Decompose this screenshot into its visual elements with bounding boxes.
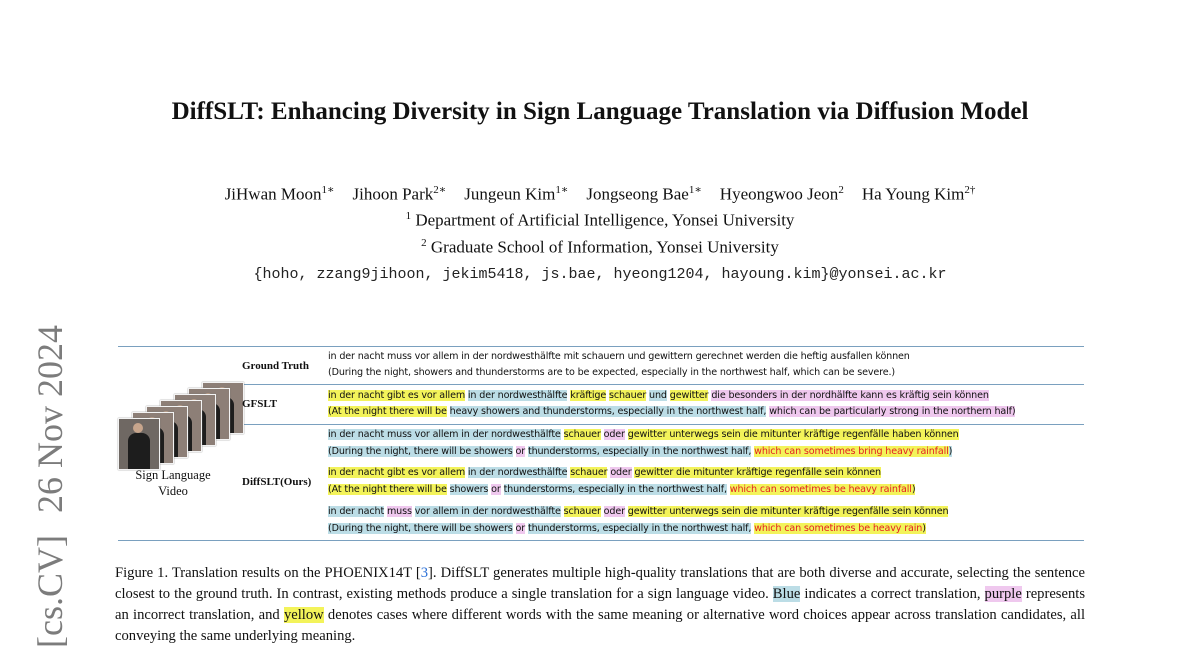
highlight-segment: heavy showers and thunderstorms, especially in the northwest half, <box>449 406 767 417</box>
affiliation-mark: 2 <box>421 237 427 249</box>
diffslt-candidate-2-german <box>328 466 881 479</box>
highlight-segment: oder <box>603 429 625 440</box>
author-name: Jihoon Park <box>352 184 434 204</box>
row-label-gfslt: GFSLT <box>242 398 278 410</box>
highlight-segment: schauer <box>570 467 608 478</box>
highlight-segment: ) <box>911 484 916 495</box>
caption-text: ]. DiffSLT generates multiple high-quality translations that are both diverse and accurate, selecting the sentence closest to the ground truth. In contrast, existing methods produce a single translation for a sign language video. <box>115 565 1086 602</box>
table-rule <box>238 384 1084 385</box>
highlight-segment: (During the night, there will be showers <box>328 446 513 457</box>
highlight-segment: which can sometimes be heavy rain <box>754 523 923 534</box>
highlight-segment: ) <box>922 523 926 534</box>
highlight-segment: which can sometimes be heavy rainfall <box>729 484 912 495</box>
highlight-segment: in der nacht muss vor allem in der nordwesthälfte <box>328 429 561 440</box>
affiliation-2 <box>0 237 1200 258</box>
highlight-segment: or <box>515 446 526 457</box>
author-emails: {hoho, zzang9jihoon, jekim5418, js.bae, hyeong1204, hayoung.kim}@yonsei.ac.kr <box>253 266 947 283</box>
author <box>862 184 976 205</box>
author-name: Jongseong Bae <box>586 184 689 204</box>
author <box>225 183 335 205</box>
table-rule-top <box>118 346 1084 347</box>
diffslt-candidate-3-english <box>328 522 926 535</box>
highlight-segment: in der nacht gibt es vor allem <box>328 467 466 478</box>
arxiv-side-stamp <box>26 288 74 648</box>
arxiv-category: [cs.CV] <box>30 535 70 648</box>
author-mark: 2† <box>964 184 976 196</box>
row-label-ground-truth: Ground Truth <box>242 360 309 372</box>
highlight-segment: thunderstorms, especially in the northwest half, <box>503 484 727 495</box>
author <box>586 183 701 205</box>
caption-text: indicates a correct translation, <box>800 586 985 602</box>
author <box>464 183 568 205</box>
highlight-segment: thunderstorms, especially in the northwest half, <box>527 523 752 534</box>
row-label-diffslt: DiffSLT(Ours) <box>242 476 312 488</box>
highlight-segment: which can sometimes bring heavy rainfall <box>754 446 949 457</box>
highlight-segment: schauer <box>609 390 647 401</box>
author-mark: 1∗ <box>688 184 702 196</box>
paper-title: DiffSLT: Enhancing Diversity in Sign Language Translation via Diffusion Model <box>171 98 1029 125</box>
table-rule <box>238 424 1084 425</box>
highlight-segment: thunderstorms, especially in the northwest half, <box>527 446 752 457</box>
highlight-segment: in der nacht <box>328 506 385 517</box>
author-name: Ha Young Kim <box>861 184 965 204</box>
affiliation-1 <box>0 210 1200 231</box>
author-mark: 2 <box>838 184 844 196</box>
video-label <box>118 467 228 499</box>
highlight-segment: gewitter die mitunter kräftige regenfälle sein können <box>634 467 881 478</box>
author-mark: 1∗ <box>555 184 569 196</box>
figure-1 <box>118 346 1084 542</box>
highlight-segment: (At the night there will be <box>328 484 447 495</box>
sign-language-video-thumbnail <box>118 382 236 472</box>
diffslt-candidate-3-german <box>328 505 948 518</box>
highlight-segment: (During the night, there will be showers <box>328 523 513 534</box>
highlight-segment: und <box>649 390 667 401</box>
arxiv-date: 26 Nov 2024 <box>30 325 70 514</box>
affiliation-text: Graduate School of Information, Yonsei University <box>430 237 779 257</box>
highlight-segment: or <box>515 523 526 534</box>
caption-blue-highlight: Blue <box>772 586 801 602</box>
diffslt-candidate-2-english <box>328 483 915 496</box>
ground-truth-german: in der nacht muss vor allem in der nordwesthälfte mit schauern und gewittern gerechnet werden die heftig ausfallen können <box>328 351 910 362</box>
author-mark: 1∗ <box>321 184 335 196</box>
caption-text: denotes cases where different words with the same meaning or alternative word choices appear across translation candidates, all conveying the same underlying meaning. <box>115 607 1086 644</box>
highlight-segment: showers <box>449 484 489 495</box>
affiliation-mark: 1 <box>405 210 412 222</box>
caption-purple-highlight: purple <box>984 586 1022 602</box>
video-label-line: Video <box>158 484 188 498</box>
author-list <box>0 183 1200 205</box>
diffslt-candidate-1-english <box>328 445 952 458</box>
highlight-segment: in der nordwesthälfte <box>467 467 568 478</box>
highlight-segment: oder <box>610 467 632 478</box>
ground-truth-english: (During the night, showers and thunderstorms are to be expected, especially in the northwest half, which can be severe.) <box>328 367 895 378</box>
highlight-segment: oder <box>603 506 625 517</box>
highlight-segment: muss <box>386 506 412 517</box>
caption-text: represents an incorrect translation, and <box>115 586 1085 623</box>
video-frame <box>118 418 160 470</box>
highlight-segment: or <box>491 484 501 495</box>
gfslt-german <box>328 389 989 402</box>
highlight-segment: ) <box>948 446 953 457</box>
author <box>352 183 446 205</box>
affiliation-text: Department of Artificial Intelligence, Yonsei University <box>415 210 795 230</box>
highlight-segment: gewitter <box>669 390 709 401</box>
highlight-segment: die besonders in der nordhälfte kann es kräftig sein können <box>711 390 989 401</box>
highlight-segment: (At the night there will be <box>328 406 447 417</box>
highlight-segment: in der nacht gibt es vor allem <box>328 390 466 401</box>
highlight-segment: gewitter unterwegs sein die mitunter kräftige regenfälle sein können <box>627 506 949 517</box>
citation-link[interactable]: 3 <box>420 565 429 581</box>
highlight-segment: which can be particularly strong in the northern half) <box>769 406 1016 417</box>
author-name: JiHwan Moon <box>224 184 322 204</box>
highlight-segment: gewitter unterwegs sein die mitunter kräftige regenfälle haben können <box>627 429 959 440</box>
author-name: Hyeongwoo Jeon <box>719 184 839 204</box>
caption-text: Figure 1. Translation results on the PHOENIX14T [ <box>115 565 421 581</box>
table-rule-bottom <box>118 540 1084 541</box>
highlight-segment: schauer <box>563 429 601 440</box>
highlight-segment: in der nordwesthälfte <box>467 390 568 401</box>
author <box>720 184 844 205</box>
highlight-segment: vor allem in der nordwesthälfte <box>414 506 561 517</box>
diffslt-candidate-1-german <box>328 428 959 441</box>
highlight-segment: schauer <box>563 506 601 517</box>
author-mark: 2∗ <box>433 184 447 196</box>
highlight-segment: kräftige <box>570 390 607 401</box>
figure-caption <box>115 563 1085 647</box>
caption-yellow-highlight: yellow <box>283 607 324 623</box>
author-name: Jungeun Kim <box>464 184 556 204</box>
gfslt-english <box>328 405 1015 418</box>
video-label-line: Sign Language <box>135 468 211 482</box>
